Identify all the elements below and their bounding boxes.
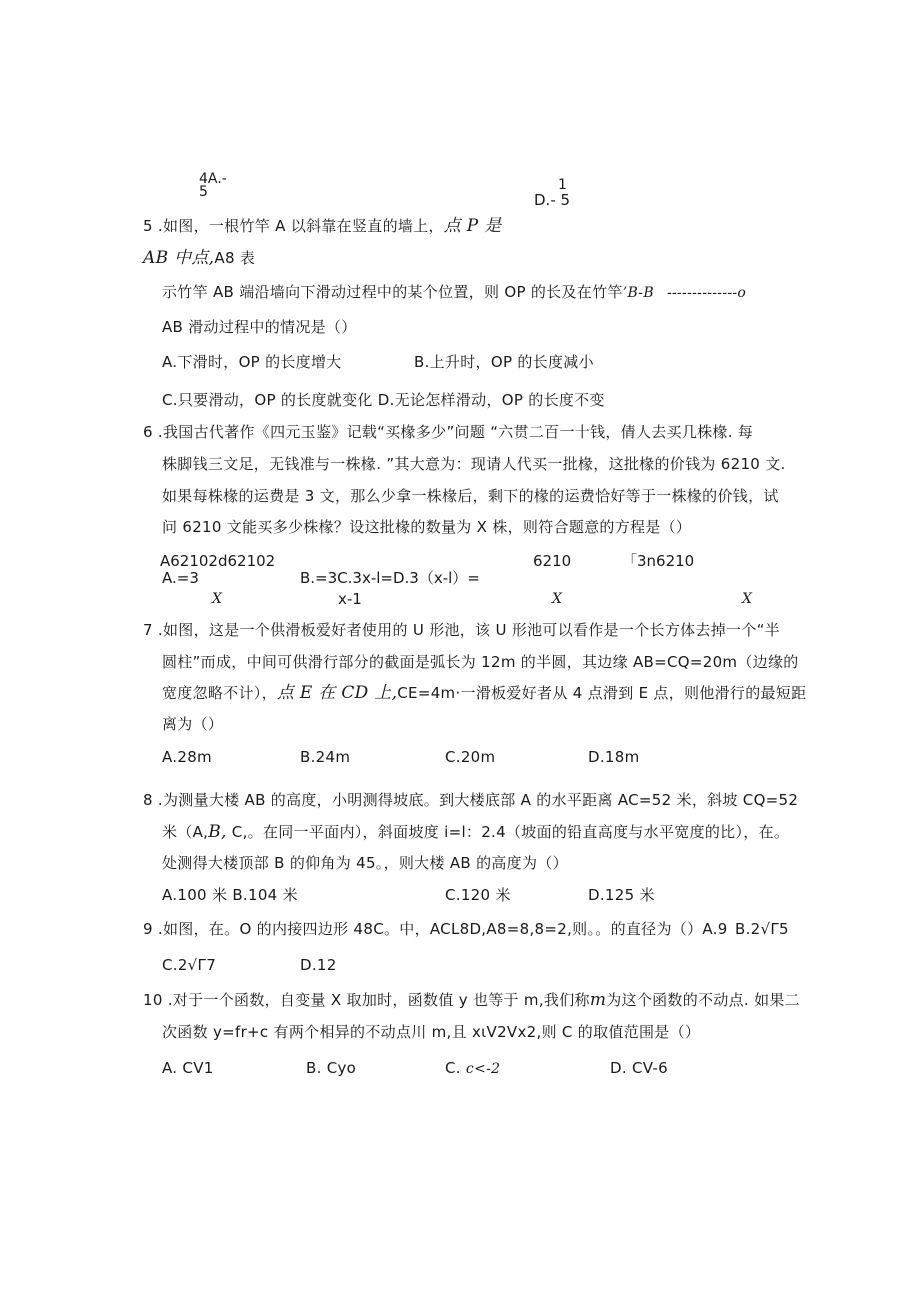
q6-options-bcd: B.=3C.3x-l=D.3（x-l）= [300,569,480,587]
q7-line4: 离为（） [162,715,224,733]
q8-line2 [162,824,789,841]
q8-line2-text-a: 米（A, [162,823,209,841]
q5-line2-text: A8 表 [214,249,256,267]
q7-option-a: A.28m [162,748,212,766]
q6-line3: 如果每株椽的运费是 3 文，那么少拿一株椽后，剩下的椽的运费恰好等于一株椽的价钱，试 [162,487,779,505]
q5-line2-italic: AB 中点, [143,248,215,268]
q10-line1-text-b: 为这个函数的不动点. 如果二 [606,991,800,1009]
q10-line1-italic: m [589,990,607,1010]
q7-option-d: D.18m [588,748,640,766]
q7-option-b: B.24m [300,748,351,766]
q7-line3 [162,685,806,702]
q6-denominator-c: X [552,591,562,607]
q5-line3 [162,285,746,300]
q8-option-d: D.125 米 [588,886,655,904]
q6-formula-top-right: 「3n6210 [622,552,695,570]
prev-option-d-top: 1 [558,177,567,193]
q5-line2 [143,250,255,267]
q5-option-b: B.上升时，OP 的长度减小 [414,353,594,371]
q8-line1: 8 .为测量大楼 AB 的高度，小明测得坡底。到大楼底部 A 的水平距离 AC=52 米，斜坡 CQ=52 [143,791,799,809]
q8-option-c: C.120 米 [445,886,511,904]
q7-line3-text-a: 宽度忽略不计）， [162,684,277,702]
q6-line1: 6 .我国古代著作《四元玉鉴》记载“买椽多少”问题 “六贯二百一十钱，倩人去买几株椽. 每 [143,423,754,441]
q6-formula-top-mid: 6210 [533,552,572,570]
prev-option-a-top: 4A.- [199,171,227,187]
q10-option-c-italic: c<-2 [465,1061,501,1077]
q7-line1: 7 .如图，这是一个供滑板爱好者使用的 U 形池，该 U 形池可以看作是一个长方体去掉一个“半 [143,621,780,639]
q8-line3: 处测得大楼顶部 B 的仰角为 45。，则大楼 AB 的高度为（） [162,854,568,872]
q7-line2: 圆柱”而成，中间可供滑行部分的截面是弧长为 12m 的半圆，其边缘 AB=CQ=20m（边缘的 [162,653,799,671]
q7-option-c: C.20m [445,748,496,766]
q8-line2-text-b: C,。在同一平面内），斜面坡度 i=l：2.4（坡面的铅直高度与水平宽度的比），在。 [226,823,790,841]
q10-option-c [445,1061,500,1076]
q6-denominator-b: x-1 [338,590,362,608]
q9-line1: 9 .如图，在。O 的内接四边形 48C。中，ACL8D,A8=8,8=2,则。。的直径为（）A.9 [143,920,728,938]
q5-line4: AB 滑动过程中的情况是（） [162,318,357,336]
q6-line2: 株脚钱三文足，无钱准与一株椽. ”其大意为：现请人代买一批椽，这批椽的价钱为 6210 文. [162,455,786,473]
q10-line1-text-a: 10 .对于一个函数，自变量 X 取加时，函数值 y 也等于 m,我们称 [143,991,590,1009]
q6-denominator-d: X [742,591,752,607]
q5-line1-text: 5 .如图，一根竹竿 A 以斜靠在竖直的墙上， [143,217,444,235]
q6-option-a: A.=3 [162,569,199,587]
q10-option-a: A. CV1 [162,1059,214,1077]
q10-line1 [143,992,800,1009]
q5-line3-italic: ’B-B [622,285,654,301]
q6-line4: 问 6210 文能买多少株椽？设这批椽的数量为 X 株，则符合题意的方程是（） [162,518,692,536]
q8-line2-italic: B, [208,822,227,842]
q9-option-b: B.2√Γ5 [735,920,789,938]
q10-line2: 次函数 y=fr+c 有两个相异的不动点川 m,且 xιV2Vx2,则 C 的取值范围是（） [162,1023,701,1041]
q10-option-c-label: C. [445,1059,461,1077]
q5-line1-italic: 点 P 是 [443,216,502,236]
q6-denominator-a: X [212,591,222,607]
q5-line1 [143,218,502,235]
q9-option-c: C.2√Γ7 [162,956,217,974]
q7-line3-text-b: CE=4m·一滑板爱好者从 4 点滑到 E 点，则他滑行的最短距 [397,684,807,702]
q10-option-d: D. CV-6 [610,1059,668,1077]
q8-option-ab: A.100 米 B.104 米 [162,886,298,904]
prev-option-a-bottom: 5 [199,184,208,200]
q5-option-cd: C.只要滑动，OP 的长度就变化 D.无论怎样滑动，OP 的长度不变 [162,391,605,409]
q7-line3-italic: 点 E 在 CD 上, [276,683,398,703]
q9-option-d: D.12 [300,956,337,974]
q5-option-a: A.下滑时，OP 的长度增大 [162,353,342,371]
q10-option-b: B. Cyo [306,1059,357,1077]
prev-option-d: D.- 5 [534,191,571,209]
q6-formula-top-left: A62102d62102 [160,552,276,570]
q5-line3-text: 示竹竿 AB 端沿墙向下滑动过程中的某个位置，则 OP 的长及在竹竿 [162,283,623,301]
q5-line3-tail: --------------o [666,285,747,301]
